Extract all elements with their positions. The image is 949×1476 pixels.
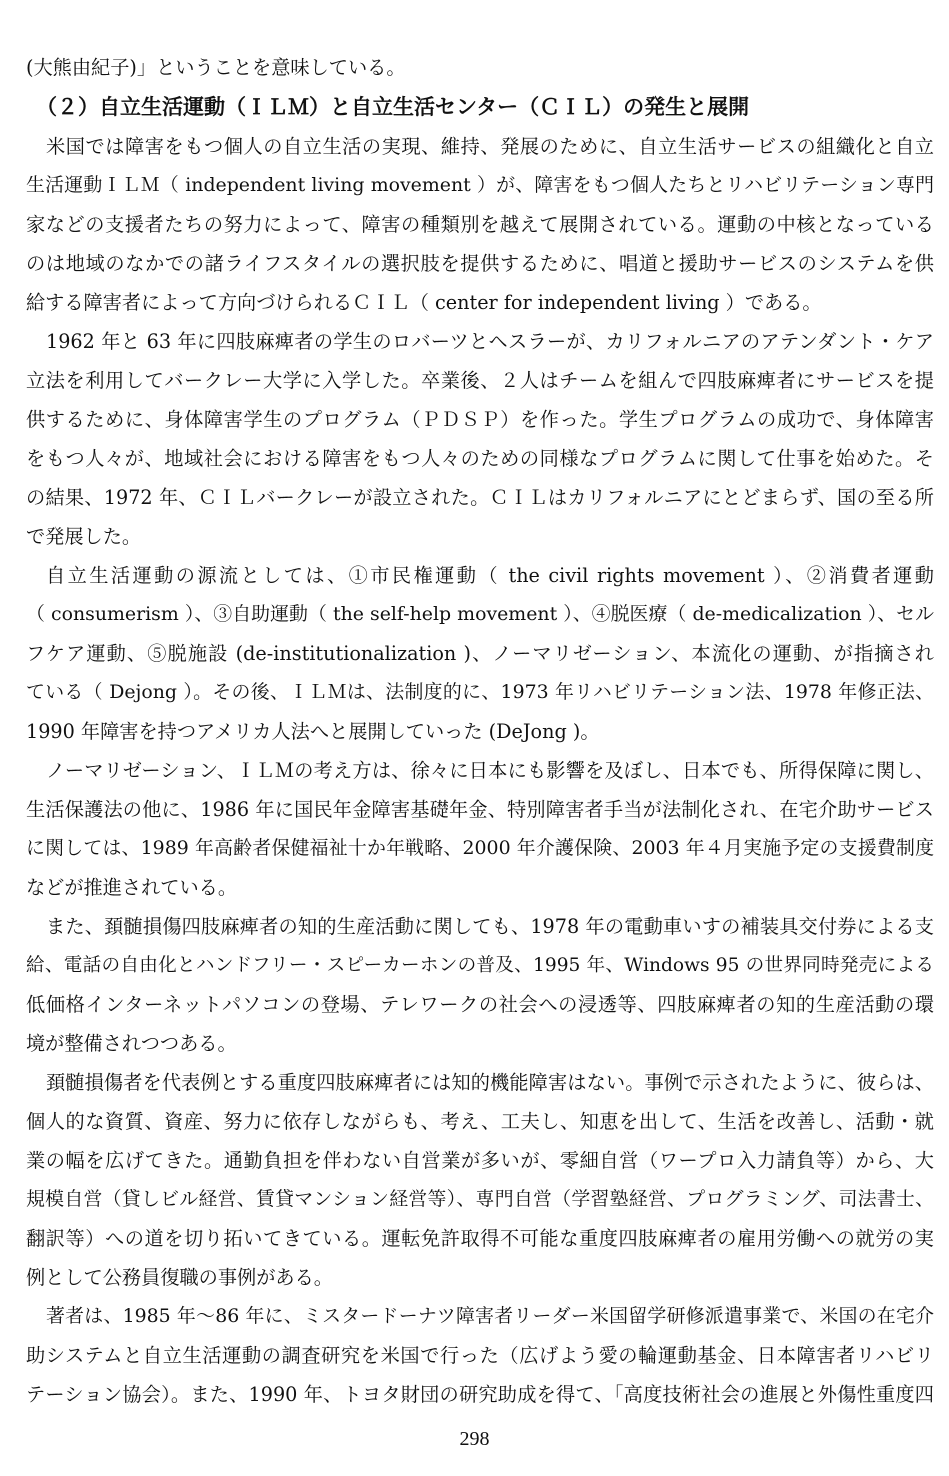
document-page xyxy=(26,48,934,1414)
text-line: 1962 年と 63 年に四肢麻痺者の学生のロバーツとヘスラーが、カリフォルニアのアテンダント・ケア xyxy=(46,330,934,353)
text-line: 個人的な資質、資産、努力に依存しながらも、考え、工夫し、知恵を出して、生活を改善し、活動・就 xyxy=(26,1110,934,1133)
text-line: また、頚髄損傷四肢麻痺者の知的生産活動に関しても、1978 年の電動車いすの補装具交付券による支 xyxy=(46,915,934,938)
text-line: で発展した。 xyxy=(26,525,142,548)
text-line: （ consumerism ）、③自助運動（ the self-help movement ）、④脱医療（ de-medicalization ）、セル xyxy=(26,603,934,625)
page-number: 298 xyxy=(459,1428,490,1450)
text-line: ノーマリゼーション、ＩＬＭの考え方は、徐々に日本にも影響を及ぼし、日本でも、所得保障に関し、 xyxy=(46,759,934,782)
text-line: 頚髄損傷者を代表例とする重度四肢麻痺者には知的機能障害はない。事例で示されたように、彼らは、 xyxy=(46,1071,934,1094)
paragraph-5 xyxy=(26,907,934,1063)
text-line: のは地域のなかでの諸ライフスタイルの選択肢を提供するために、唱道と援助サービスのシステムを供 xyxy=(26,252,934,275)
paragraph-1 xyxy=(26,127,934,322)
text-line: 自立生活運動の源流としては、①市民権運動（ the civil rights movement ）、②消費者運動 xyxy=(46,564,934,587)
text-line: 給する障害者によって方向づけられるＣＩＬ（ center for independent living ）である。 xyxy=(26,291,822,314)
text-line: 規模自営（貸しビル経営、賃貸マンション経営等）、専門自営（学習塾経営、プログラミング、司法書士、 xyxy=(26,1188,934,1210)
text-line: 米国では障害をもつ個人の自立生活の実現、維持、発展のために、自立生活サービスの組織化と自立 xyxy=(46,135,934,158)
text-line: 立法を利用してバークレー大学に入学した。卒業後、２人はチームを組んで四肢麻痺者にサービスを提 xyxy=(26,369,934,392)
text-line: 例として公務員復職の事例がある。 xyxy=(26,1266,333,1289)
text-line: 境が整備されつつある。 xyxy=(26,1032,237,1055)
text-line: などが推進されている。 xyxy=(26,876,238,899)
text-line: 低価格インターネットパソコンの登場、テレワークの社会への浸透等、四肢麻痺者の知的生産活動の環 xyxy=(26,993,934,1016)
text-line: 給、電話の自由化とハンドフリー・スピーカーホンの普及、1995 年、Windows 95 の世界同時発売による xyxy=(26,955,934,976)
text-line: 家などの支援者たちの努力によって、障害の種類別を越えて展開されている。運動の中核となっている xyxy=(26,213,934,236)
paragraph-2 xyxy=(26,322,934,556)
text-line: の結果、1972 年、ＣＩＬバークレーが設立された。ＣＩＬはカリフォルニアにとどまらず、国の至る所 xyxy=(26,486,934,509)
paragraph-4 xyxy=(26,751,934,907)
text-line: 翻訳等）への道を切り拓いてきている。運転免許取得不可能な重度四肢麻痺者の雇用労働への就労の実 xyxy=(26,1227,934,1250)
text-line: 著者は、1985 年～86 年に、ミスタードーナツ障害者リーダー米国留学研修派遣事業で、米国の在宅介 xyxy=(46,1305,934,1327)
text-line: 業の幅を広げてきた。通勤負担を伴わない自営業が多いが、零細自営（ワープロ入力請負等）から、大 xyxy=(26,1149,934,1172)
paragraph-6 xyxy=(26,1063,934,1297)
text-line: をもつ人々が、地域社会における障害をもつ人々のための同様なプログラムに関して仕事を始めた。そ xyxy=(26,447,934,470)
paragraph-3 xyxy=(26,556,934,751)
text-line: 供するために、身体障害学生のプログラム（ＰＤＳＰ）を作った。学生プログラムの成功で、身体障害 xyxy=(26,408,934,431)
section-heading: （２）自立生活運動（ＩＬＭ）と自立生活センター（ＣＩＬ）の発生と展開 xyxy=(36,95,750,119)
text-line: 1990 年障害を持つアメリカ人法へと展開していった (DeJong )。 xyxy=(26,720,600,743)
intro-line: (大熊由紀子)」ということを意味している。 xyxy=(26,56,406,79)
text-line: ている（ Dejong ）。その後、ＩＬＭは、法制度的に、1973 年リハビリテーション法、1978 年修正法、 xyxy=(26,681,934,703)
text-line: フケア運動、⑤脱施設 (de-institutionalization )、ノーマリゼーション、本流化の運動、が指摘され xyxy=(26,642,934,665)
text-line: に関しては、1989 年高齢者保健福祉十か年戦略、2000 年介護保険、2003 年４月実施予定の支援費制度 xyxy=(26,837,934,859)
text-line: 生活保護法の他に、1986 年に国民年金障害基礎年金、特別障害者手当が法制化され、在宅介助サービス xyxy=(26,798,934,821)
text-line: 生活運動ＩＬＭ（ independent living movement ）が、障害をもつ個人たちとリハビリテーション専門 xyxy=(26,174,934,196)
text-line: 助システムと自立生活運動の調査研究を米国で行った（広げよう愛の輪運動基金、日本障害者リハビリ xyxy=(26,1344,934,1367)
paragraph-7 xyxy=(26,1297,934,1414)
text-line: テーション協会）。また、1990 年、トヨタ財団の研究助成を得て、「高度技術社会の進展と外傷性重度四 xyxy=(26,1383,934,1406)
